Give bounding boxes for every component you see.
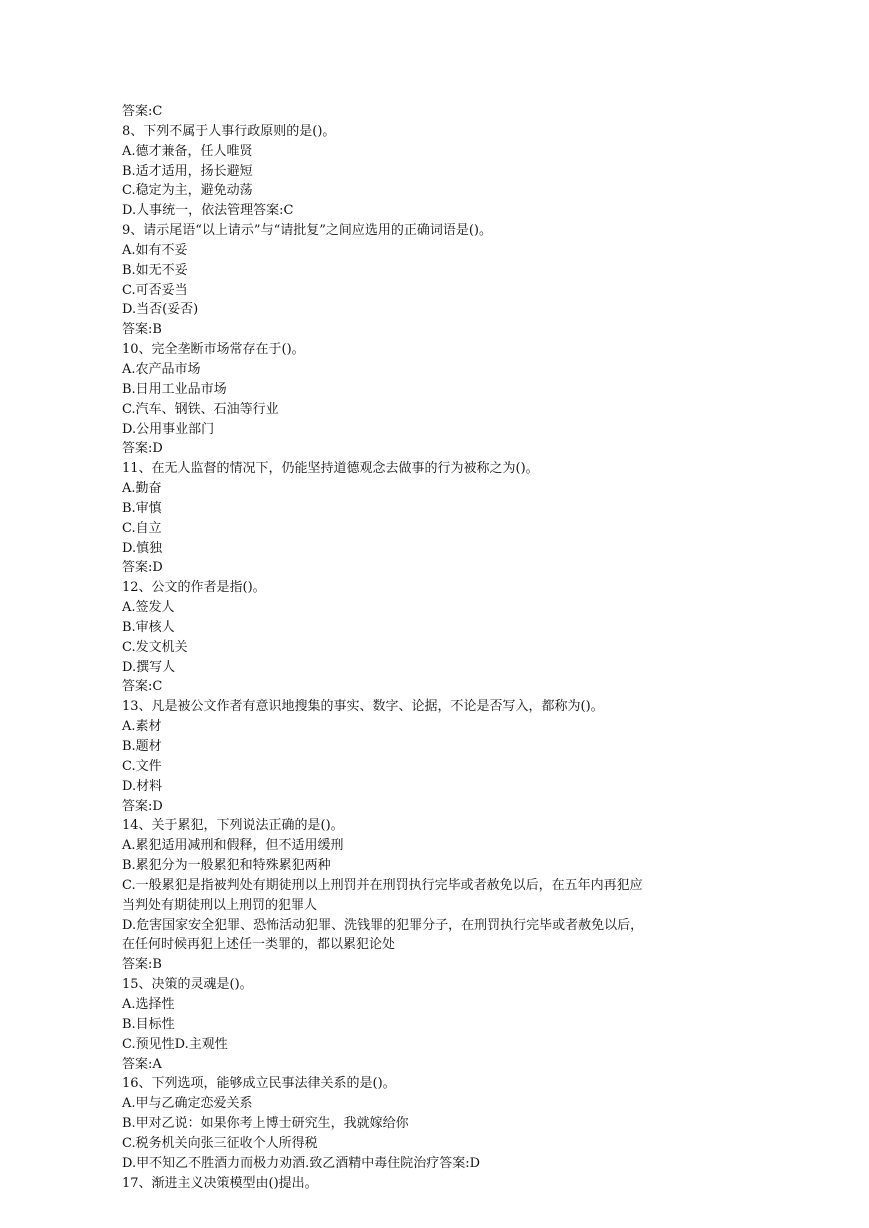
question-13-option-c: C.文件 xyxy=(122,758,162,774)
question-14-stem: 14、关于累犯，下列说法正确的是()。 xyxy=(122,818,344,834)
question-16-option-c: C.税务机关向张三征收个人所得税 xyxy=(122,1135,318,1151)
question-15-option-a: A.选择性 xyxy=(122,996,175,1012)
question-12-answer: 答案:C xyxy=(122,679,163,695)
question-9-stem: 9、请示尾语“以上请示”与“请批复”之间应选用的正确词语是()。 xyxy=(122,223,492,239)
question-12-option-c: C.发文机关 xyxy=(122,639,188,655)
question-15-answer: 答案:A xyxy=(122,1056,162,1072)
question-9-option-d: D.当否(妥否) xyxy=(122,302,199,318)
answer-line: 答案:C xyxy=(122,104,163,119)
question-9-answer: 答案:B xyxy=(122,322,162,338)
question-10-option-b: B.日用工业品市场 xyxy=(122,381,227,397)
question-15-option-b: B.目标性 xyxy=(122,1016,175,1032)
question-14-option-d: D.危害国家安全犯罪、恐怖活动犯罪、洗钱罪的犯罪分子，在刑罚执行完毕或者赦免以后， xyxy=(122,917,644,933)
question-8-option-d-answer: D.人事统一，依法管理答案:C xyxy=(122,203,294,219)
question-8-option-a: A.德才兼备，任人唯贤 xyxy=(122,143,253,159)
question-13-option-b: B.题材 xyxy=(122,739,162,754)
question-11-answer: 答案:D xyxy=(122,560,163,576)
question-13-answer: 答案:D xyxy=(122,798,163,814)
question-10-stem: 10、完全垄断市场常存在于()。 xyxy=(122,342,305,358)
question-10-option-a: A.农产品市场 xyxy=(122,361,201,377)
question-14-option-c-continued: 当判处有期徒刑以上刑罚的犯罪人 xyxy=(122,897,318,913)
question-16-option-a: A.甲与乙确定恋爱关系 xyxy=(122,1096,253,1112)
question-9-option-c: C.可否妥当 xyxy=(122,282,188,298)
question-11-option-a: A.勤奋 xyxy=(122,481,162,497)
question-16-stem: 16、下列选项，能够成立民事法律关系的是()。 xyxy=(122,1076,396,1092)
question-11-option-b: B.审慎 xyxy=(122,500,162,516)
question-11-option-c: C.自立 xyxy=(122,520,162,536)
question-11-option-d: D.慎独 xyxy=(122,540,163,556)
question-12-option-d: D.撰写人 xyxy=(122,659,176,675)
question-10-option-c: C.汽车、钢铁、石油等行业 xyxy=(122,401,279,417)
question-13-option-d: D.材料 xyxy=(122,778,163,794)
question-12-stem: 12、公文的作者是指()。 xyxy=(122,580,266,596)
question-14-answer: 答案:B xyxy=(122,957,162,973)
question-12-option-a: A.签发人 xyxy=(122,600,175,616)
question-8-option-b: B.适才适用，扬长避短 xyxy=(122,163,253,179)
question-13-option-a: A.素材 xyxy=(122,719,162,735)
question-8-stem: 8、下列不属于人事行政原则的是()。 xyxy=(122,123,336,139)
question-16-option-b: B.甲对乙说：如果你考上博士研究生，我就嫁给你 xyxy=(122,1116,409,1132)
question-17-stem: 17、渐进主义决策模型由()提出。 xyxy=(122,1175,318,1191)
question-11-stem: 11、在无人监督的情况下，仍能坚持道德观念去做事的行为被称之为()。 xyxy=(122,461,539,477)
question-14-option-d-continued: 在任何时候再犯上述任一类罪的，都以累犯论处 xyxy=(122,937,396,953)
question-14-option-b: B.累犯分为一般累犯和特殊累犯两种 xyxy=(122,858,331,874)
document-page xyxy=(122,102,742,1193)
question-10-option-d: D.公用事业部门 xyxy=(122,421,215,437)
question-10-answer: 答案:D xyxy=(122,441,163,457)
question-14-option-c: C.一般累犯是指被判处有期徒刑以上刑罚并在刑罚执行完毕或者赦免以后，在五年内再犯应 xyxy=(122,877,643,893)
question-8-option-c: C.稳定为主，避免动荡 xyxy=(122,183,253,199)
question-15-option-c-d: C.预见性D.主观性 xyxy=(122,1036,228,1052)
question-16-option-d-answer: D.甲不知乙不胜酒力而极力劝酒.致乙酒精中毒住院治疗答案:D xyxy=(122,1155,481,1171)
question-12-option-b: B.审核人 xyxy=(122,619,175,635)
question-13-stem: 13、凡是被公文作者有意识地搜集的事实、数字、论据，不论是否写入，都称为()。 xyxy=(122,699,604,715)
question-14-option-a: A.累犯适用减刑和假释，但不适用缓刑 xyxy=(122,838,344,854)
question-15-stem: 15、决策的灵魂是()。 xyxy=(122,977,253,993)
question-9-option-a: A.如有不妥 xyxy=(122,242,188,258)
question-9-option-b: B.如无不妥 xyxy=(122,262,188,278)
